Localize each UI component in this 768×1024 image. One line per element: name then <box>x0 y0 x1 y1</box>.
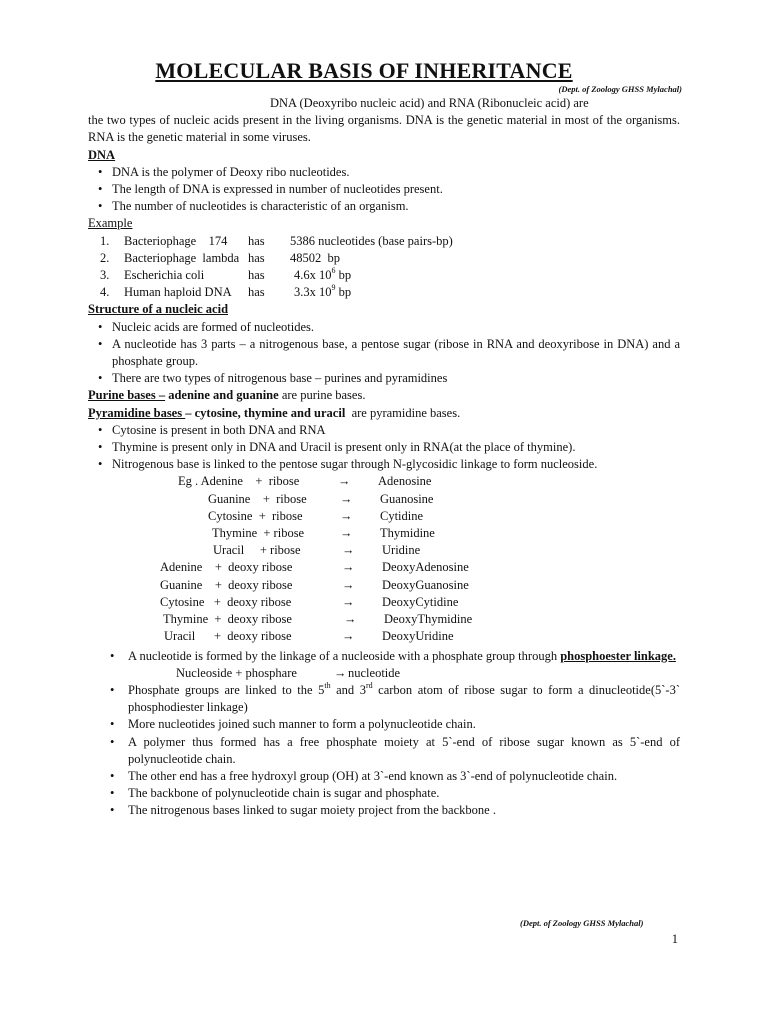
list-item: • The length of DNA is expressed in number of nucleotides present. <box>88 181 680 198</box>
example-list <box>88 233 680 302</box>
organism: Human haploid DNA <box>124 285 232 300</box>
phosphate-text-c: carbon atom of ribose sugar to form a dinucleotide(5`-3` phosphodiester linkage) <box>128 682 680 715</box>
arrow-icon: → <box>342 560 355 575</box>
reaction-rhs: Adenosine <box>378 474 432 489</box>
reaction-rhs: Uridine <box>382 543 421 558</box>
dna-heading: DNA <box>88 147 116 162</box>
arrow-icon: → <box>340 508 353 523</box>
list-item: • A polymer thus formed has a free phosphate moiety at 5`-end of ribose sugar known as 5`-end of polynucleotide chain. <box>88 734 680 768</box>
list-item: • Nucleic acids are formed of nucleotides. <box>88 319 680 336</box>
superscript: th <box>324 680 331 690</box>
arrow-icon: → <box>344 612 357 627</box>
exponent: 9 <box>331 283 336 293</box>
reaction-rhs: DeoxyAdenosine <box>382 560 469 575</box>
reaction-lhs: Guanine + deoxy ribose <box>160 577 293 592</box>
reaction-row <box>88 525 680 542</box>
reaction-lhs: Uracil + ribose <box>213 543 301 558</box>
department-note: (Dept. of Zoology GHSS Mylachal) <box>558 84 682 94</box>
organism: Bacteriophage lambda <box>124 250 240 265</box>
pyramidine-line <box>88 405 680 422</box>
reaction-row <box>88 491 680 508</box>
bases-list <box>88 422 680 474</box>
arrow-icon: → <box>342 577 355 592</box>
intro-paragraph: the two types of nucleic acids present in the living organisms. DNA is the genetic material in most of the organisms. RNA is the genetic material in some viruses. <box>88 113 680 145</box>
list-item: • A nucleotide has 3 parts – a nitrogenous base, a pentose sugar (ribose in RNA and deoxyribose in DNA) and a phosphate group. <box>88 336 680 370</box>
has-word: has <box>248 233 265 248</box>
reaction-lhs: Guanine + ribose <box>208 491 307 506</box>
department-footer: (Dept. of Zoology GHSS Mylachal) <box>520 918 644 928</box>
list-item: • The nitrogenous bases linked to sugar moiety project from the backbone . <box>88 802 680 819</box>
nucleotide-list <box>88 648 680 665</box>
document-page <box>88 58 680 820</box>
arrow-icon: → <box>342 629 355 644</box>
intro-first-line: DNA (Deoxyribo nucleic acid) and RNA (Ribonucleic acid) are <box>270 96 589 110</box>
page-title: MOLECULAR BASIS OF INHERITANCE <box>155 58 573 83</box>
list-item: • The backbone of polynucleotide chain is sugar and phosphate. <box>88 785 680 802</box>
item-number: 4. <box>100 285 110 300</box>
pyramidine-label: Pyramidine bases <box>88 405 186 420</box>
purine-tail: are purine bases. <box>278 388 366 403</box>
value <box>290 284 351 301</box>
reaction-row <box>88 542 680 559</box>
list-item: • Cytosine is present in both DNA and RNA <box>88 422 680 439</box>
structure-heading: Structure of a nucleic acid <box>88 302 229 317</box>
reaction-row <box>88 594 680 611</box>
arrow-icon: → <box>340 526 353 541</box>
reaction-lhs: Adenine + deoxy ribose <box>160 560 293 575</box>
value: 5386 nucleotides (base pairs-bp) <box>290 233 453 248</box>
exponent: 6 <box>331 266 336 276</box>
reaction-lhs: Thymine + deoxy ribose <box>163 612 292 627</box>
has-word: has <box>248 268 265 283</box>
nucleotide-equation <box>88 665 680 682</box>
list-item: • Nitrogenous base is linked to the pentose sugar through N-glycosidic linkage to form nucleoside. <box>88 456 680 473</box>
phosphate-text-b: and 3 <box>330 682 366 697</box>
list-item: • Thymine is present only in DNA and Uracil is present only in RNA(at the place of thymine). <box>88 439 680 456</box>
reaction-row <box>88 628 680 645</box>
list-item <box>88 250 680 267</box>
structure-list <box>88 319 680 388</box>
pyramidine-names: – cytosine, thymine and uracil <box>185 405 346 420</box>
list-item: • There are two types of nitrogenous base – purines and pyramidines <box>88 370 680 387</box>
polynucleotide-list <box>88 682 680 820</box>
reaction-lhs: Cytosine + ribose <box>208 508 303 523</box>
arrow-icon: → <box>338 474 351 489</box>
page-number: 1 <box>671 932 678 946</box>
value <box>290 267 351 284</box>
reaction-rhs: Guanosine <box>380 491 434 506</box>
arrow-icon: → <box>342 594 355 609</box>
value-base: 3.3x 10 <box>294 285 332 300</box>
reaction-row <box>88 508 680 525</box>
arrow-icon: → <box>334 665 347 680</box>
reaction-rhs: DeoxyGuanosine <box>382 577 469 592</box>
has-word: has <box>248 250 265 265</box>
reaction-row <box>88 473 680 490</box>
item-number: 1. <box>100 233 110 248</box>
reaction-rhs: DeoxyCytidine <box>382 594 459 609</box>
list-item: • DNA is the polymer of Deoxy ribo nucleotides. <box>88 164 680 181</box>
list-item <box>88 648 680 665</box>
reaction-rhs: DeoxyThymidine <box>384 612 473 627</box>
value-base: 4.6x 10 <box>294 268 332 283</box>
reaction-lhs: Eg . Adenine + ribose <box>178 474 300 489</box>
reaction-lhs: Cytosine + deoxy ribose <box>160 594 292 609</box>
arrow-icon: → <box>340 491 353 506</box>
phosphoester-term: phosphoester linkage. <box>560 648 676 663</box>
reaction-row <box>88 611 680 628</box>
value: 48502 bp <box>290 250 340 265</box>
list-item <box>88 233 680 250</box>
purine-names: adenine and guanine <box>165 388 279 403</box>
list-item: • The other end has a free hydroxyl group (OH) at 3`-end known as 3`-end of polynucleotide chain. <box>88 768 680 785</box>
list-item: • The number of nucleotides is characteristic of an organism. <box>88 198 680 215</box>
organism: Escherichia coli <box>124 268 205 283</box>
reaction-rhs: Thymidine <box>380 526 435 541</box>
phosphate-text-a: Phosphate groups are linked to the 5 <box>128 682 325 697</box>
example-heading: Example <box>88 216 133 231</box>
item-number: 2. <box>100 250 110 265</box>
reaction-row <box>88 577 680 594</box>
list-item: • More nucleotides joined such manner to form a polynucleotide chain. <box>88 716 680 733</box>
equation-lhs: Nucleoside + phosphare <box>176 665 297 680</box>
reaction-row <box>88 559 680 576</box>
superscript: rd <box>365 680 373 690</box>
reaction-rhs: Cytidine <box>380 508 424 523</box>
list-item <box>88 682 680 716</box>
list-item <box>88 267 680 284</box>
organism: Bacteriophage 174 <box>124 233 228 248</box>
equation-rhs: nucleotide <box>348 665 401 680</box>
unit: bp <box>335 268 352 283</box>
item-number: 3. <box>100 268 110 283</box>
reaction-rhs: DeoxyUridine <box>382 629 454 644</box>
unit: bp <box>335 285 352 300</box>
reaction-lhs: Uracil + deoxy ribose <box>164 629 292 644</box>
pyramidine-tail: are pyramidine bases. <box>345 405 461 420</box>
has-word: has <box>248 285 265 300</box>
dna-list <box>88 164 680 216</box>
reaction-table <box>88 473 680 645</box>
purine-label: Purine bases – <box>88 388 166 403</box>
purine-line <box>88 387 680 404</box>
list-item <box>88 284 680 301</box>
arrow-icon: → <box>342 543 355 558</box>
nucleotide-text: A nucleotide is formed by the linkage of a nucleoside with a phosphate group through <box>128 648 558 663</box>
reaction-lhs: Thymine + ribose <box>212 526 305 541</box>
